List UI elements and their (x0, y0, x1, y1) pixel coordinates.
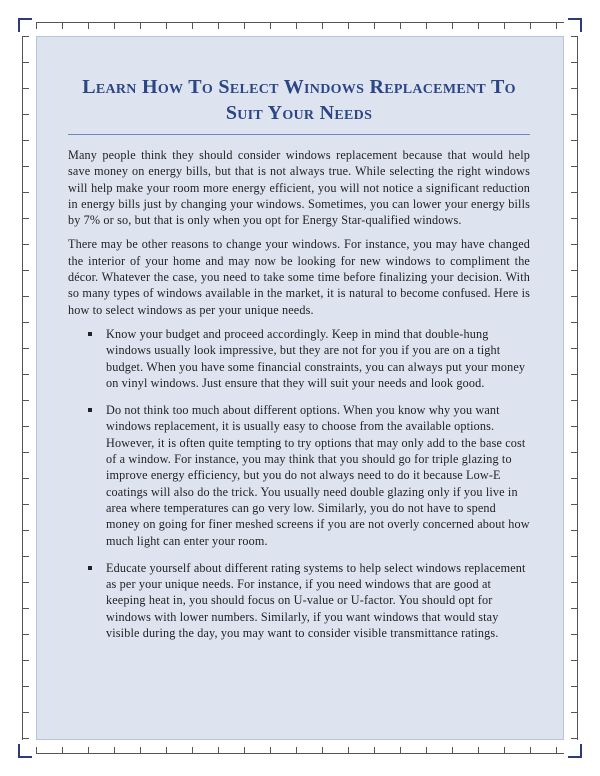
corner-ornament-bottom-right (568, 744, 582, 758)
list-item-text: Do not think too much about different options. When you know why you want windows replacement, it is usually easy to choose from the available options. However, it is often quite tempting to try options that may only add to the base cost of a window. For instance, you may think that you should go for triple glazing to improve energy efficiency, but you do not always need to do it because Low-E coatings will also do the trick. You usually need double glazing only if you live in area where temperatures can go very low. Similarly, you do not have to spend money on going for finer meshed screens if you are not overly concerned about how much light can enter your room. (106, 403, 530, 548)
list-item-text: Educate yourself about different rating systems to help select windows replacement as per your unique needs. For instance, if you need windows that are good at keeping heat in, you should focus on U-value or U-factor. You should opt for windows with lower numbers. Similarly, if you want windows that would stay visible during the day, you may want to consider visible transmittance ratings. (106, 560, 526, 641)
paragraph-reasons: There may be other reasons to change your windows. For instance, you may have changed the interior of your home and may now be looking for new windows to compliment the décor. Whatever the case, you need to take some time before finalizing your decision. With so many types of windows available in the market, it is natural to become confused. Here is how to select windows as per your unique needs. (68, 237, 530, 317)
border-ruler-bottom (36, 747, 564, 754)
list-item-text: Know your budget and proceed accordingly. Keep in mind that double-hung windows usually look impressive, but they are not for you if you are on a tight budget. When you have some financial constraints, you can always put your money on vinyl windows. Just ensure that they will suit your needs and look good. (106, 326, 526, 390)
article (68, 74, 530, 652)
square-bullet-icon (88, 332, 92, 336)
tips-list (68, 326, 530, 641)
page-title: Learn How To Select Windows Replacement To Suit Your Needs (82, 76, 516, 124)
border-ruler-right (571, 36, 578, 740)
corner-ornament-top-left (18, 18, 32, 32)
square-bullet-icon (88, 566, 92, 570)
square-bullet-icon (88, 408, 92, 412)
list-item (68, 560, 530, 641)
corner-ornament-bottom-left (18, 744, 32, 758)
paragraph-intro: Many people think they should consider windows replacement because that would help save money on energy bills, but that is not always true. While selecting the right windows will help make your room more energy efficient, you will not notice a significant reduction in energy bills just by changing your windows. Sometimes, you can lower your energy bills by 7% or so, but that is only when you opt for Energy Star-qualified windows. (68, 148, 530, 228)
border-ruler-top (36, 22, 564, 29)
list-item (68, 402, 530, 549)
title-divider (68, 134, 530, 135)
corner-ornament-top-right (568, 18, 582, 32)
border-ruler-left (22, 36, 29, 740)
list-item (68, 326, 530, 391)
